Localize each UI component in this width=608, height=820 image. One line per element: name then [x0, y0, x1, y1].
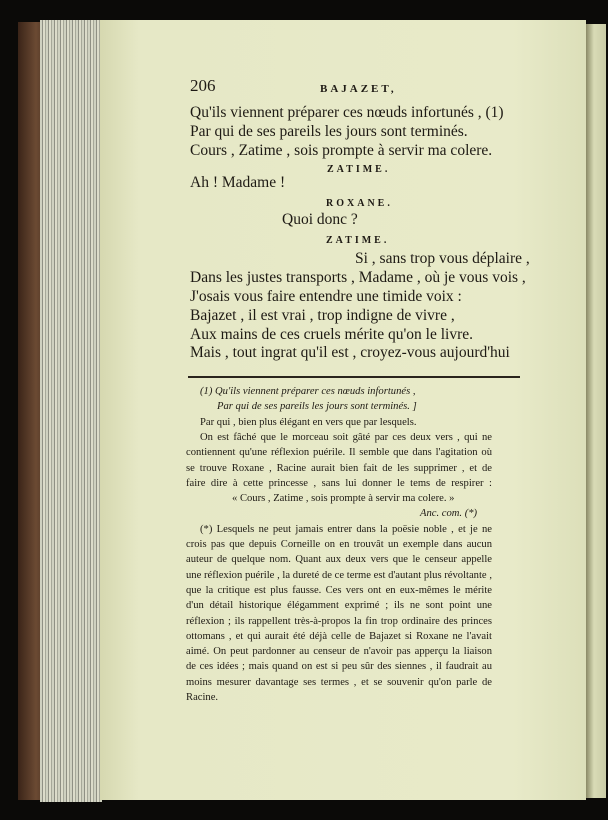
- footnote-line: (1) Qu'ils viennent préparer ces nœuds infortunés ,: [200, 386, 416, 397]
- verse-line: Si , sans trop vous déplaire ,: [355, 250, 530, 267]
- footnote-line: de ces idées ; mais quand on est si peu sûr des siennes , il faudrait au: [186, 661, 492, 673]
- footnote-line: « Cours , Zatime , sois prompte à servir ma colere. »: [232, 493, 455, 505]
- footnote-line: Racine.: [186, 692, 219, 703]
- verse-line: Qu'ils viennent préparer ces nœuds infortunés , (1): [190, 104, 504, 121]
- footnote-line: se trouve Roxane , Racine aurait bien fait de les supprimer , et de: [186, 462, 492, 474]
- footnote-line: faire dire à cette princesse , sans lui donner le tems de respirer :: [186, 477, 492, 489]
- speaker-name: ROXANE.: [326, 198, 393, 209]
- footnote-line: que la critique est plus fausse. Ces vers ont en eux-mêmes le mérite: [186, 584, 492, 596]
- footnote-line: une réflexion puérile , la dureté de ce terme est d'autant plus révoltante ,: [186, 569, 492, 581]
- verse-line: Cours , Zatime , sois prompte à servir ma colere.: [190, 142, 493, 159]
- footnote-line: réflexion ; ils rappellent très-à-propos la fin trop ordinaire des princes: [186, 615, 492, 627]
- next-page-edge: [586, 24, 606, 798]
- verse-line: Bajazet , il est vrai , trop indigne de vivre ,: [190, 307, 455, 324]
- speaker-name: ZATIME.: [327, 164, 391, 175]
- footnote-divider: [188, 376, 520, 378]
- footnote-line: contiennent qu'une réflexion puérile. Il semble que dans l'agitation où: [186, 447, 492, 459]
- footnote-line: moins mesurer davantage ses termes , et se souvenir qu'on parle de: [186, 676, 492, 688]
- footnote-line: aimé. On peut pardonner au censeur de n'avoir pas apperçu la liaison: [186, 646, 492, 658]
- footnote-line: Anc. com. (*): [420, 508, 478, 520]
- footnote-line: auteur de quelque nom. Quant aux deux vers que le censeur appelle: [186, 554, 492, 566]
- footnote-line: (*) Lesquels ne peut jamais entrer dans la poësie noble , et je ne: [200, 523, 492, 535]
- footnote-line: Par qui de ses pareils les jours sont terminés. ]: [217, 401, 417, 413]
- verse-line: Aux mains de ces cruels mérite qu'on le livre.: [190, 326, 473, 343]
- verse-line: Quoi donc ?: [282, 211, 358, 228]
- running-title: BAJAZET,: [320, 83, 397, 95]
- verse-line: Mais , tout ingrat qu'il est , croyez-vous aujourd'hui: [190, 344, 510, 361]
- footnote-line: d'un détail historique élégamment exprimé ; ils ne sont point une: [186, 600, 492, 612]
- footnote-line: On est fâché que le morceau soit gâté par ces deux vers , qui ne: [200, 431, 492, 443]
- verse-line: Ah ! Madame !: [190, 174, 286, 191]
- verse-line: Par qui de ses pareils les jours sont terminés.: [190, 123, 468, 140]
- footnote-line: crois pas que depuis Corneille on en trouvât un exemple dans aucun: [186, 539, 492, 550]
- verse-line: J'osais vous faire entendre une timide voix :: [190, 288, 462, 305]
- speaker-name: ZATIME.: [326, 235, 390, 246]
- page-edges: [40, 20, 102, 802]
- page-number: 206: [190, 76, 216, 95]
- verse-line: Dans les justes transports , Madame , où je vous vois ,: [190, 269, 526, 286]
- footnote-line: ottomans , et qui aurait été déjà celle de Bajazet si Roxane ne l'avait: [186, 630, 492, 642]
- footnote-line: Par qui , bien plus élégant en vers que par lesquels.: [200, 416, 417, 428]
